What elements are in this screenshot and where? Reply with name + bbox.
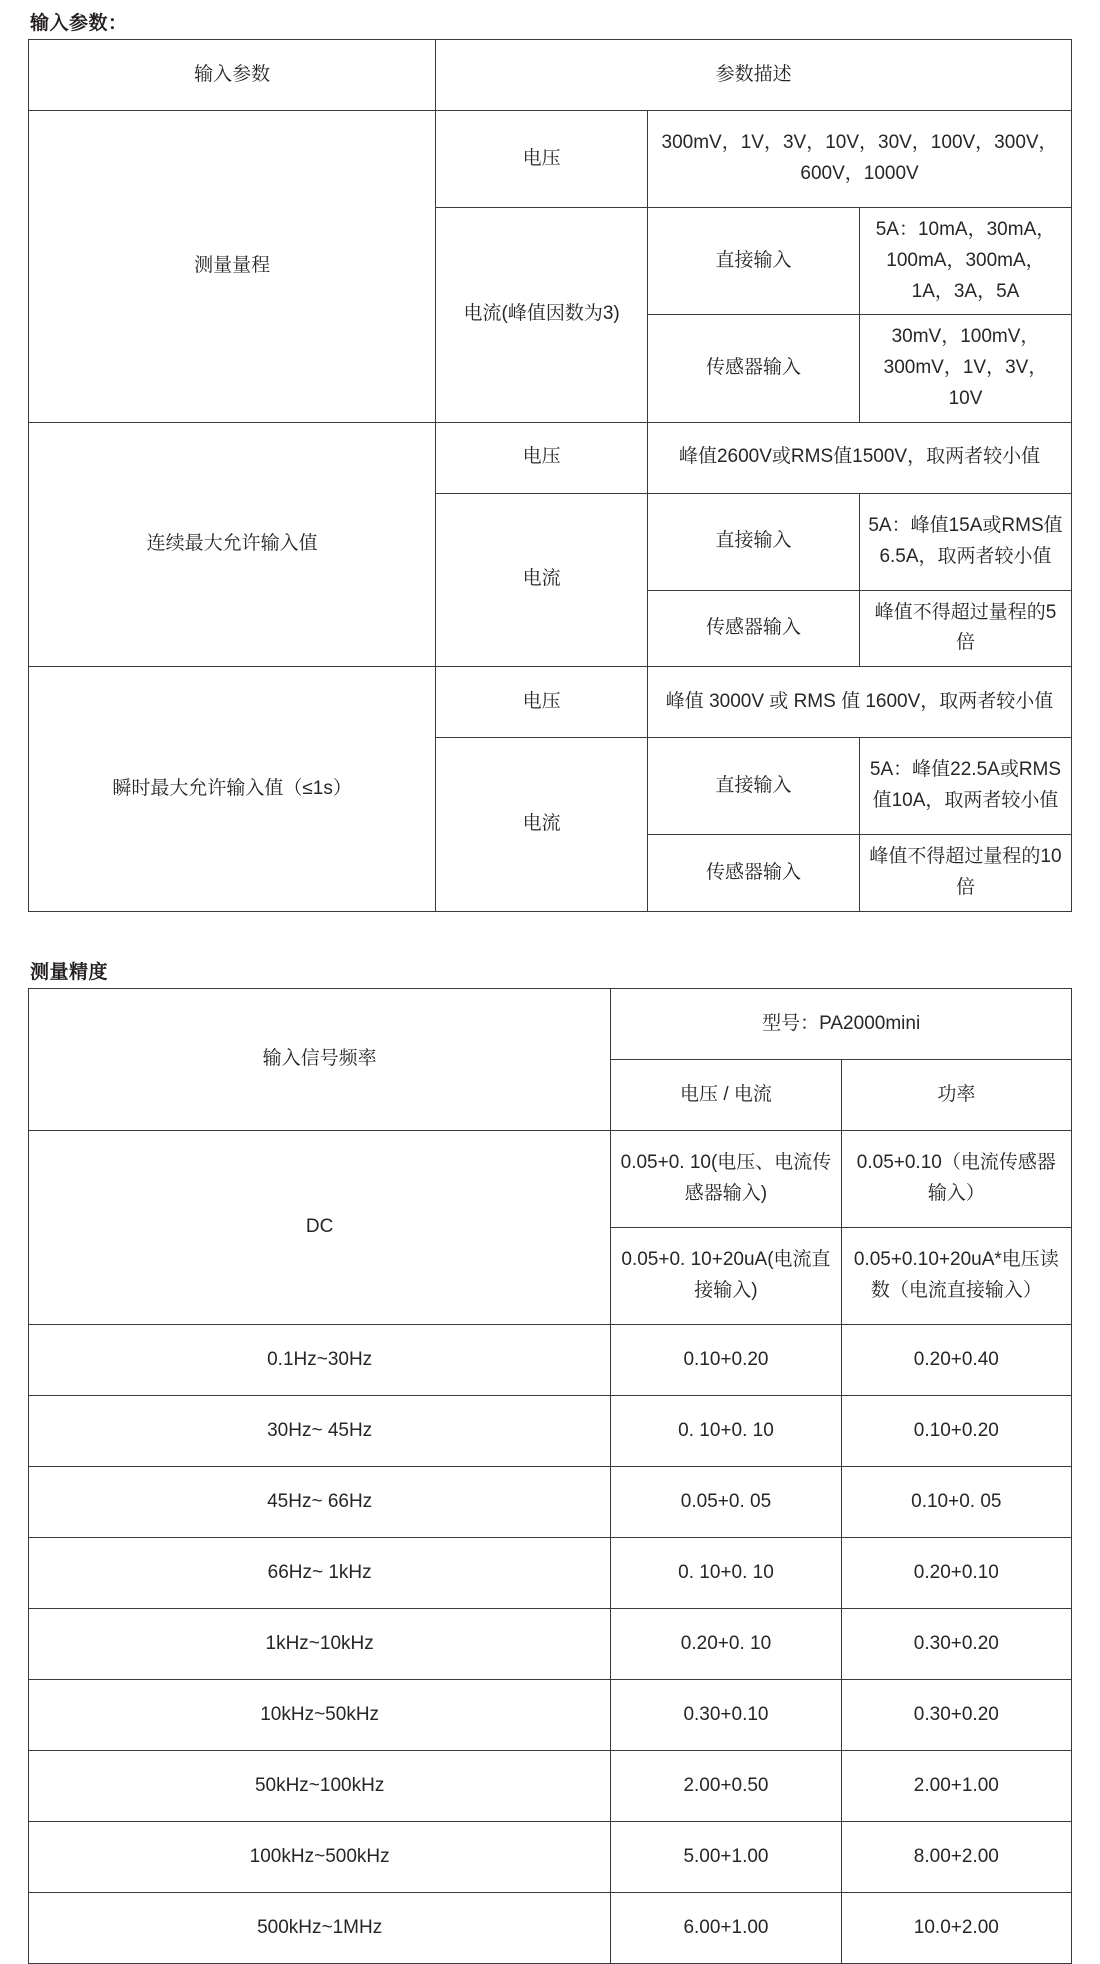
header-cell-voltage-current: 电压 / 电流	[611, 1060, 841, 1131]
table-row	[29, 1467, 1072, 1538]
cell-transient-max-current-label: 电流	[436, 738, 648, 912]
table-row	[29, 1538, 1072, 1609]
table-row	[29, 1680, 1072, 1751]
cell-voltage-current-accuracy: 5.00+1.00	[611, 1822, 841, 1893]
cell-continuous-max-direct-input-label: 直接输入	[648, 493, 860, 590]
cell-continuous-max-sensor-input-label: 传感器输入	[648, 590, 860, 667]
cell-power-accuracy: 0.20+0.10	[841, 1538, 1071, 1609]
cell-voltage-current-accuracy: 0.20+0. 10	[611, 1609, 841, 1680]
cell-frequency-range: 100kHz~500kHz	[29, 1822, 611, 1893]
accuracy-frequency-rows	[29, 1325, 1072, 1964]
row-label-dc: DC	[29, 1131, 611, 1325]
table-row	[29, 989, 1072, 1060]
cell-power-accuracy: 0.10+0.20	[841, 1396, 1071, 1467]
cell-frequency-range: 1kHz~10kHz	[29, 1609, 611, 1680]
page-title-input-parameters: 输入参数：	[30, 13, 128, 34]
cell-power-accuracy: 0.20+0.40	[841, 1325, 1071, 1396]
cell-dc-power-sensor: 0.05+0.10（电流传感器输入）	[841, 1131, 1071, 1228]
cell-measure-range-direct-input-label: 直接输入	[648, 208, 860, 315]
cell-transient-max-sensor-input-label: 传感器输入	[648, 835, 860, 912]
table-row	[29, 1751, 1072, 1822]
table-row	[29, 111, 1072, 208]
cell-measure-range-direct-input-value: 5A：10mA，30mA，100mA，300mA，1A，3A，5A	[859, 208, 1071, 315]
page-title-measurement-accuracy: 测量精度	[30, 962, 109, 983]
cell-measure-range-voltage-value: 300mV，1V，3V，10V，30V，100V，300V，600V，1000V	[648, 111, 1072, 208]
table-row	[29, 1325, 1072, 1396]
cell-transient-max-voltage-label: 电压	[436, 667, 648, 738]
header-cell-model: 型号：PA2000mini	[611, 989, 1072, 1060]
table-row	[29, 1822, 1072, 1893]
cell-measure-range-current-label: 电流(峰值因数为3)	[436, 208, 648, 423]
cell-power-accuracy: 0.30+0.20	[841, 1609, 1071, 1680]
cell-voltage-current-accuracy: 2.00+0.50	[611, 1751, 841, 1822]
row-label-continuous-max-input: 连续最大允许输入值	[29, 422, 436, 667]
table-row	[29, 1131, 1072, 1228]
cell-power-accuracy: 10.0+2.00	[841, 1893, 1071, 1964]
cell-continuous-max-direct-input-value: 5A：峰值15A或RMS值6.5A，取两者较小值	[859, 493, 1071, 590]
input-parameters-table	[28, 39, 1072, 912]
cell-measure-range-sensor-input-label: 传感器输入	[648, 315, 860, 422]
cell-measure-range-sensor-input-value: 30mV，100mV，300mV，1V，3V，10V	[859, 315, 1071, 422]
table-row	[29, 1396, 1072, 1467]
cell-continuous-max-voltage-value: 峰值2600V或RMS值1500V，取两者较小值	[648, 422, 1072, 493]
cell-continuous-max-sensor-input-value: 峰值不得超过量程的5倍	[859, 590, 1071, 667]
cell-power-accuracy: 8.00+2.00	[841, 1822, 1071, 1893]
cell-power-accuracy: 0.30+0.20	[841, 1680, 1071, 1751]
header-cell-input-signal-frequency: 输入信号频率	[29, 989, 611, 1131]
cell-voltage-current-accuracy: 6.00+1.00	[611, 1893, 841, 1964]
measurement-accuracy-table	[28, 988, 1072, 1964]
table-row	[29, 667, 1072, 738]
table-row	[29, 422, 1072, 493]
cell-voltage-current-accuracy: 0.10+0.20	[611, 1325, 841, 1396]
cell-voltage-current-accuracy: 0.05+0. 05	[611, 1467, 841, 1538]
cell-voltage-current-accuracy: 0.30+0.10	[611, 1680, 841, 1751]
cell-measure-range-voltage-label: 电压	[436, 111, 648, 208]
header-cell-parameter-description: 参数描述	[436, 40, 1072, 111]
cell-voltage-current-accuracy: 0. 10+0. 10	[611, 1538, 841, 1609]
cell-continuous-max-voltage-label: 电压	[436, 422, 648, 493]
cell-frequency-range: 500kHz~1MHz	[29, 1893, 611, 1964]
header-cell-input-parameter: 输入参数	[29, 40, 436, 111]
cell-dc-power-direct: 0.05+0.10+20uA*电压读数（电流直接输入）	[841, 1228, 1071, 1325]
table-row	[29, 40, 1072, 111]
cell-frequency-range: 66Hz~ 1kHz	[29, 1538, 611, 1609]
header-cell-power: 功率	[841, 1060, 1071, 1131]
cell-continuous-max-current-label: 电流	[436, 493, 648, 667]
cell-frequency-range: 10kHz~50kHz	[29, 1680, 611, 1751]
cell-power-accuracy: 2.00+1.00	[841, 1751, 1071, 1822]
cell-transient-max-direct-input-label: 直接输入	[648, 738, 860, 835]
cell-power-accuracy: 0.10+0. 05	[841, 1467, 1071, 1538]
cell-frequency-range: 0.1Hz~30Hz	[29, 1325, 611, 1396]
table-row	[29, 1893, 1072, 1964]
cell-frequency-range: 30Hz~ 45Hz	[29, 1396, 611, 1467]
cell-dc-voltage-current-sensor: 0.05+0. 10(电压、电流传感器输入)	[611, 1131, 841, 1228]
table-row	[29, 1609, 1072, 1680]
row-label-transient-max-input: 瞬时最大允许输入值（≤1s）	[29, 667, 436, 912]
row-label-measure-range: 测量量程	[29, 111, 436, 423]
cell-transient-max-voltage-value: 峰值 3000V 或 RMS 值 1600V，取两者较小值	[648, 667, 1072, 738]
cell-transient-max-sensor-input-value: 峰值不得超过量程的10倍	[859, 835, 1071, 912]
cell-dc-voltage-current-direct: 0.05+0. 10+20uA(电流直接输入)	[611, 1228, 841, 1325]
cell-transient-max-direct-input-value: 5A：峰值22.5A或RMS值10A，取两者较小值	[859, 738, 1071, 835]
cell-frequency-range: 50kHz~100kHz	[29, 1751, 611, 1822]
cell-frequency-range: 45Hz~ 66Hz	[29, 1467, 611, 1538]
cell-voltage-current-accuracy: 0. 10+0. 10	[611, 1396, 841, 1467]
